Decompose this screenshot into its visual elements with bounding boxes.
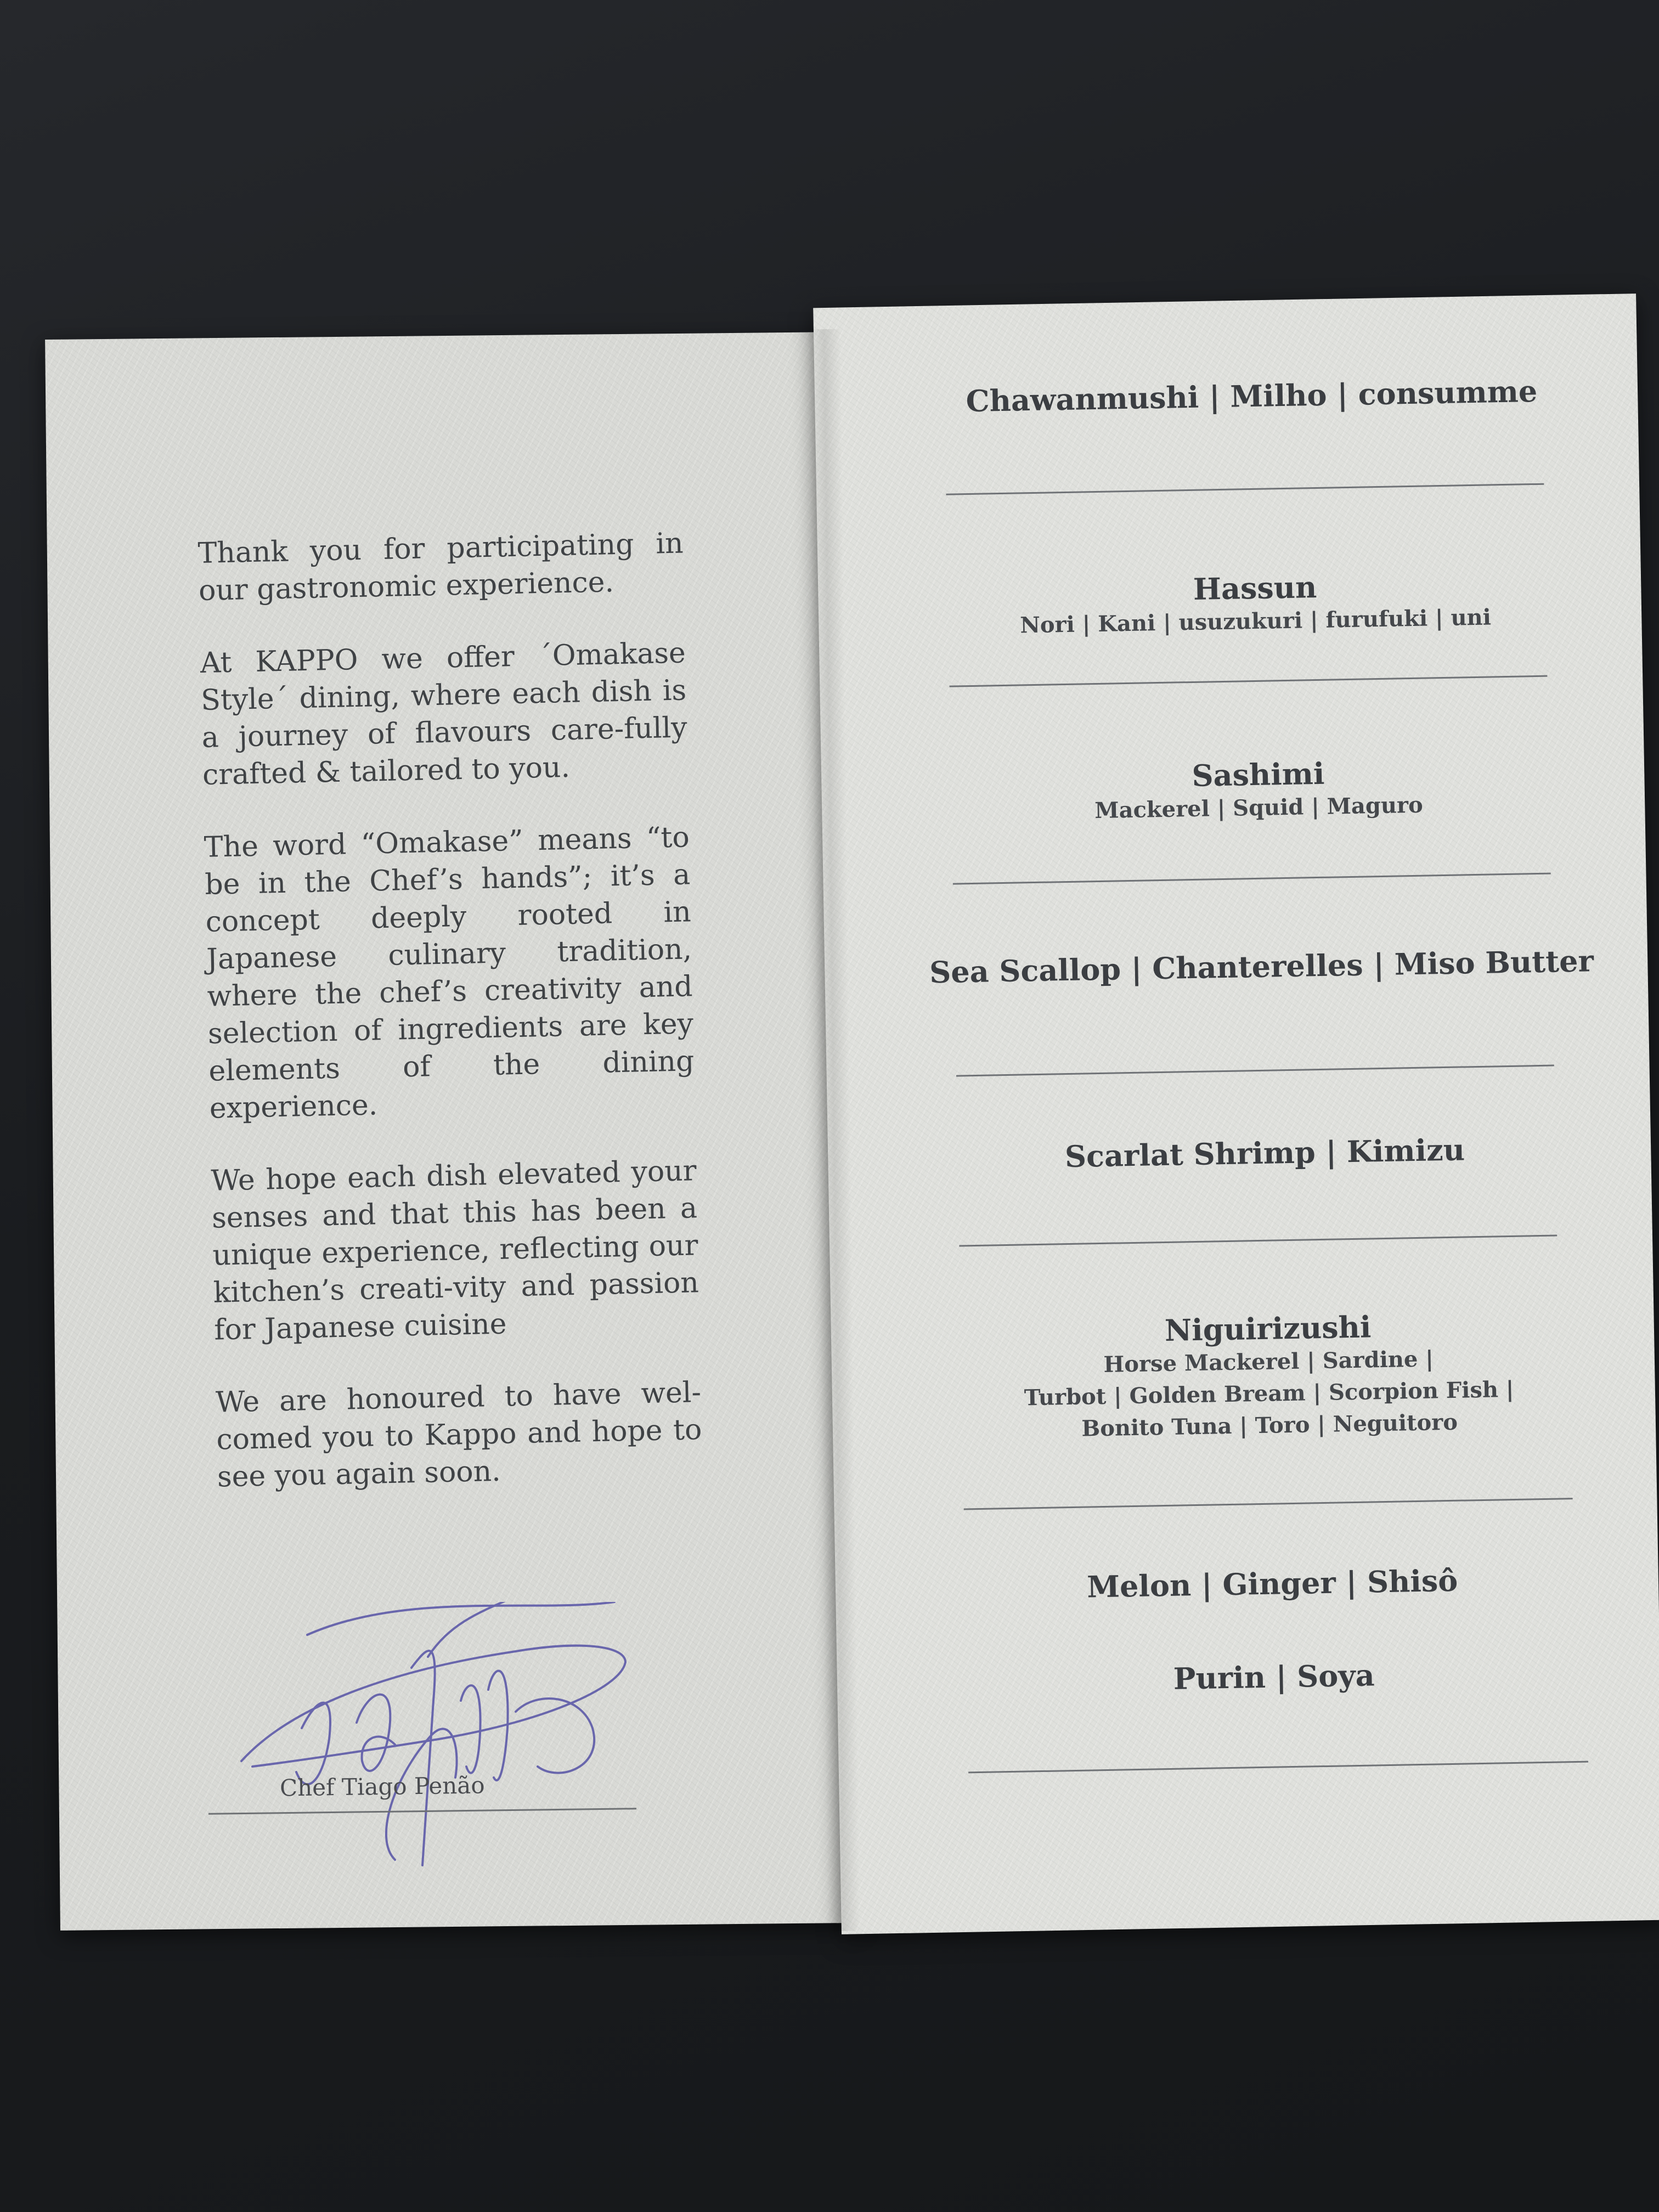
intro-paragraph-thanks: Thank you for participating in our gastronomic experience. (198, 527, 684, 607)
course-sashimi (918, 751, 1599, 830)
chef-signature (230, 1602, 647, 1887)
course-detail-line: Bonito Tuna | Toro | Neguitoro (1081, 1409, 1458, 1442)
course-title: Niguirizushi (1164, 1309, 1372, 1348)
course-title: Sashimi (1192, 755, 1325, 793)
course-title: Hassun (1193, 569, 1317, 607)
intro-paragraph-hope: We hope each dish elevated your senses and that this has been a unique experience, reflecting our kitchen’s creati-vity and passion for Japanese cuisine (211, 1154, 699, 1347)
course-detail: Mackerel | Squid | Maguro (1094, 792, 1424, 824)
intro-paragraph-omakase-style: At KAPPO we offer ´Omakase Style´ dining, where each dish is a journey of flavours care-fully crafted & tailored to you. (200, 636, 688, 792)
course-title: Scarlat Shrimp | Kimizu (1064, 1132, 1465, 1175)
course-niguirizushi (928, 1305, 1610, 1448)
intro-text (198, 524, 704, 1531)
course-hassun (915, 565, 1596, 644)
course-title: Chawanmushi | Milho | consumme (966, 373, 1538, 419)
course-detail-line: Turbot | Golden Bream | Scorpion Fish | (1024, 1376, 1514, 1411)
intro-paragraph-meaning: The word “Omakase” means “to be in the Chef’s hands”; it’s a concept deeply rooted in Japanese culinary tradition, where the chef’s creativity and selection of ingredients are key elements of the dining experience. (204, 821, 695, 1125)
course-detail-line: Horse Mackerel | Sardine | (1103, 1346, 1434, 1378)
course-detail: Nori | Kani | usuzukuri | furufuki | uni (1019, 604, 1492, 639)
course-title: Sea Scallop | Chanterelles | Miso Butter (929, 943, 1594, 990)
signature-name: Chef Tiago Penão (279, 1771, 485, 1802)
course-title: Purin | Soya (1173, 1657, 1375, 1696)
intro-paragraph-honoured: We are honoured to have wel-comed you to Kappo and hope to see you again soon. (215, 1376, 702, 1494)
course-title: Melon | Ginger | Shisô (1086, 1562, 1458, 1605)
